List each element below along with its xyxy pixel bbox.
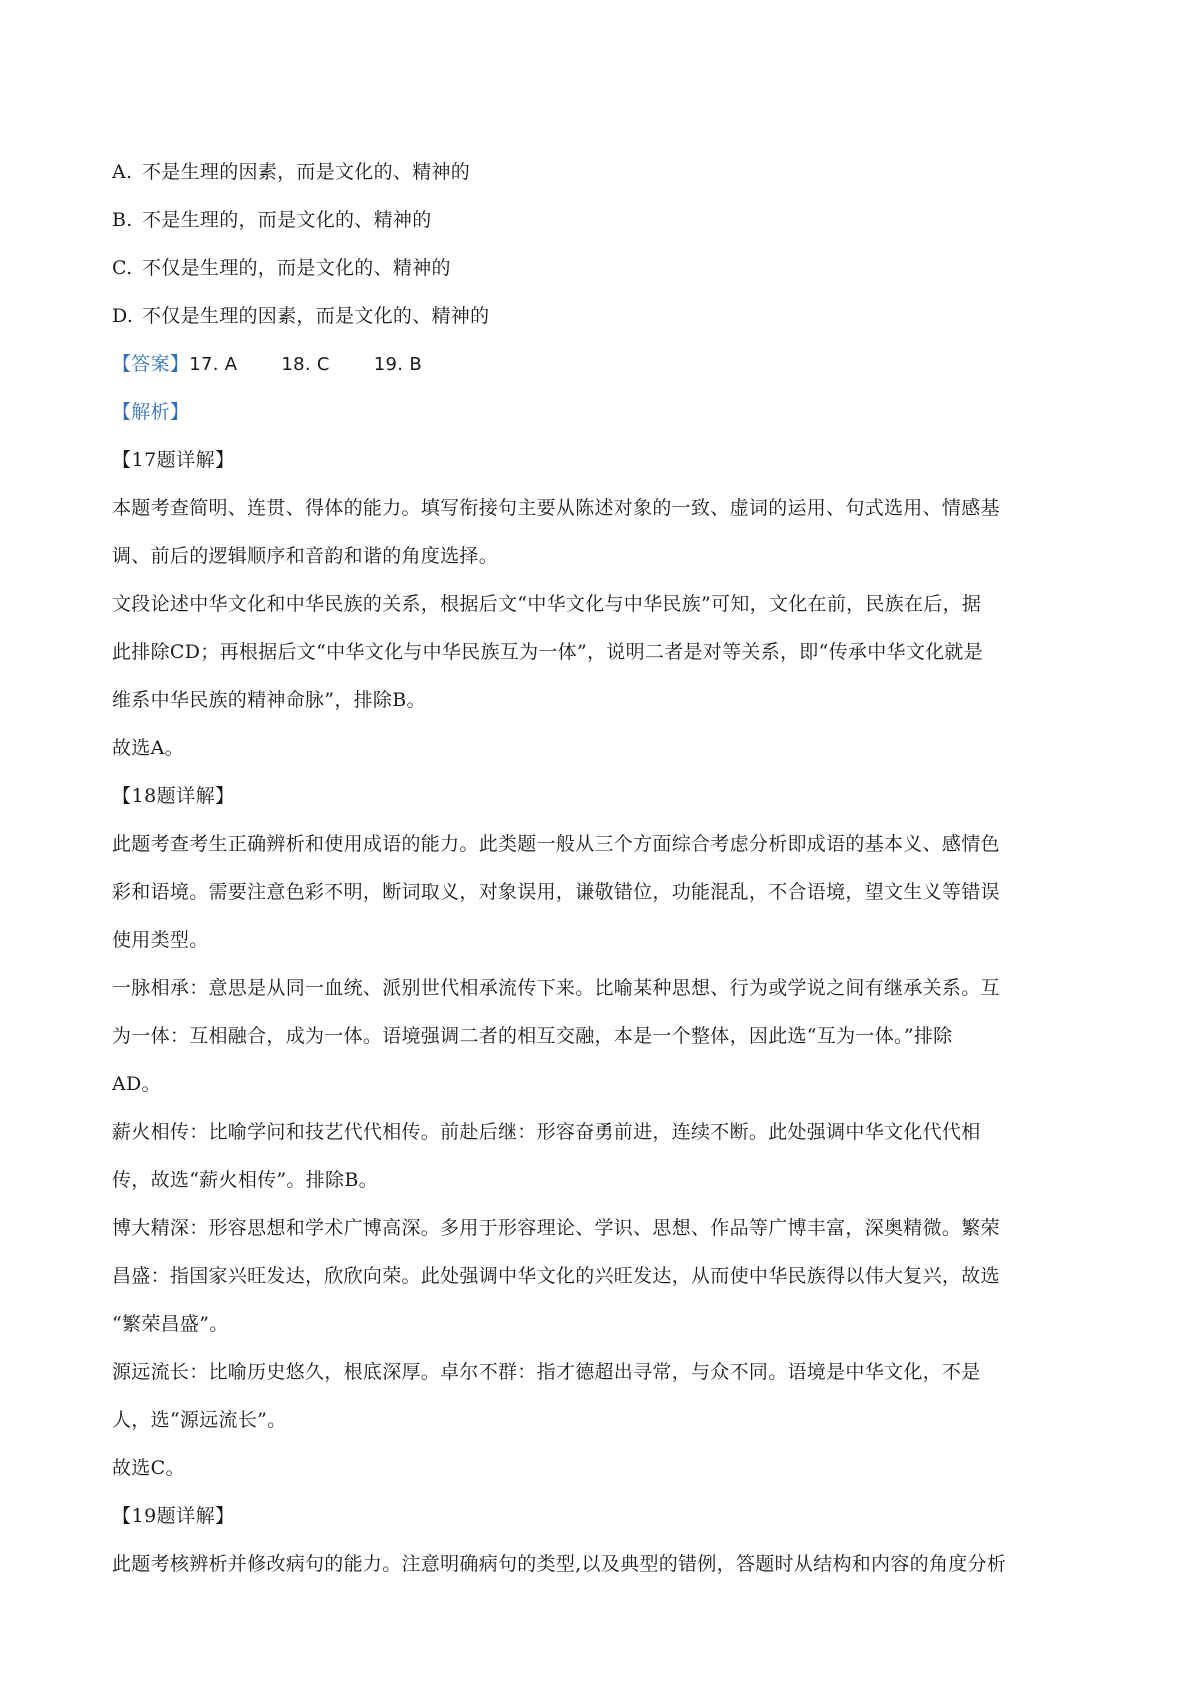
section-title: 【18题详解】 (112, 785, 235, 807)
analysis-line (112, 388, 1100, 436)
option-key: A. (112, 161, 133, 183)
section-title: 【17题详解】 (112, 449, 235, 471)
paragraph-line: 文段论述中华文化和中华民族的关系，根据后文“中华文化与中华民族”可知，文化在前，民族在后，据 (112, 593, 982, 615)
option-text: 不仅是生理的，而是文化的、精神的 (142, 257, 451, 279)
paragraph-line: 源远流长：比喻历史悠久，根底深厚。卓尔不群：指才德超出寻常，与众不同。语境是中华文化，不是 (112, 1361, 981, 1383)
paragraph-line: 薪火相传：比喻学问和技艺代代相传。前赴后继：形容奋勇前进，连续不断。此处强调中华文化代代相 (112, 1121, 981, 1143)
option-text: 不仅是生理的因素，而是文化的、精神的 (142, 305, 490, 327)
option-list (112, 148, 1100, 340)
paragraph-line: 人，选“源远流长”。 (112, 1409, 287, 1431)
answer-line (112, 340, 1100, 388)
option-a (112, 148, 1100, 196)
paragraph-line: 本题考查简明、连贯、得体的能力。填写衔接句主要从陈述对象的一致、虚词的运用、句式选用、情感基 (112, 497, 1000, 519)
analysis-sections (112, 436, 1100, 1588)
answer-item: 18. C (281, 354, 330, 375)
paragraph-line: 调、前后的逻辑顺序和音韵和谐的角度选择。 (112, 545, 499, 567)
answer-item: 19. B (373, 354, 422, 375)
paragraph-line: “繁荣昌盛”。 (112, 1313, 229, 1335)
section-title: 【19题详解】 (112, 1505, 235, 1527)
paragraph-line: 博大精深：形容思想和学术广博高深。多用于形容理论、学识、思想、作品等广博丰富，深奥精微。繁荣 (112, 1217, 1000, 1239)
option-key: B. (112, 209, 133, 231)
paragraph-line: 此题考查考生正确辨析和使用成语的能力。此类题一般从三个方面综合考虑分析即成语的基本义、感情色 (112, 833, 1000, 855)
answer-item: 17. A (189, 354, 238, 375)
paragraph-line: AD。 (112, 1073, 161, 1095)
paragraph-line: 昌盛：指国家兴旺发达，欣欣向荣。此处强调中华文化的兴旺发达，从而使中华民族得以伟大复兴，故选 (112, 1265, 1000, 1287)
paragraph-line: 一脉相承：意思是从同一血统、派别世代相承流传下来。比喻某种思想、行为或学说之间有继承关系。互 (112, 977, 1000, 999)
answer-tag: 【答案】 (112, 353, 190, 375)
paragraph-line: 彩和语境。需要注意色彩不明，断词取义，对象误用，谦敬错位，功能混乱，不合语境，望文生义等错误 (112, 881, 1000, 903)
paragraph-line: 维系中华民族的精神命脉”，排除B。 (112, 689, 426, 711)
option-text: 不是生理的，而是文化的、精神的 (142, 209, 432, 231)
analysis-tag: 【解析】 (112, 401, 190, 423)
paragraph-line: 使用类型。 (112, 929, 209, 951)
option-key: D. (112, 305, 134, 327)
option-d (112, 292, 1100, 340)
paragraph-line: 此排除CD；再根据后文“中华文化与中华民族互为一体”，说明二者是对等关系，即“传承中华文化就是 (112, 641, 984, 663)
option-text: 不是生理的因素，而是文化的、精神的 (142, 161, 471, 183)
option-c (112, 244, 1100, 292)
option-b (112, 196, 1100, 244)
paragraph-line: 故选A。 (112, 737, 184, 759)
paragraph-line: 为一体：互相融合，成为一体。语境强调二者的相互交融，本是一个整体，因此选“互为一体。”排除 (112, 1025, 953, 1047)
paragraph-line: 故选C。 (112, 1457, 185, 1479)
option-key: C. (112, 257, 133, 279)
document-content (112, 148, 1100, 1588)
paragraph-line: 此题考核辨析并修改病句的能力。注意明确病句的类型,以及典型的错例，答题时从结构和内容的角度分析 (112, 1553, 1007, 1575)
paragraph-line: 传，故选“薪火相传”。排除B。 (112, 1169, 378, 1191)
